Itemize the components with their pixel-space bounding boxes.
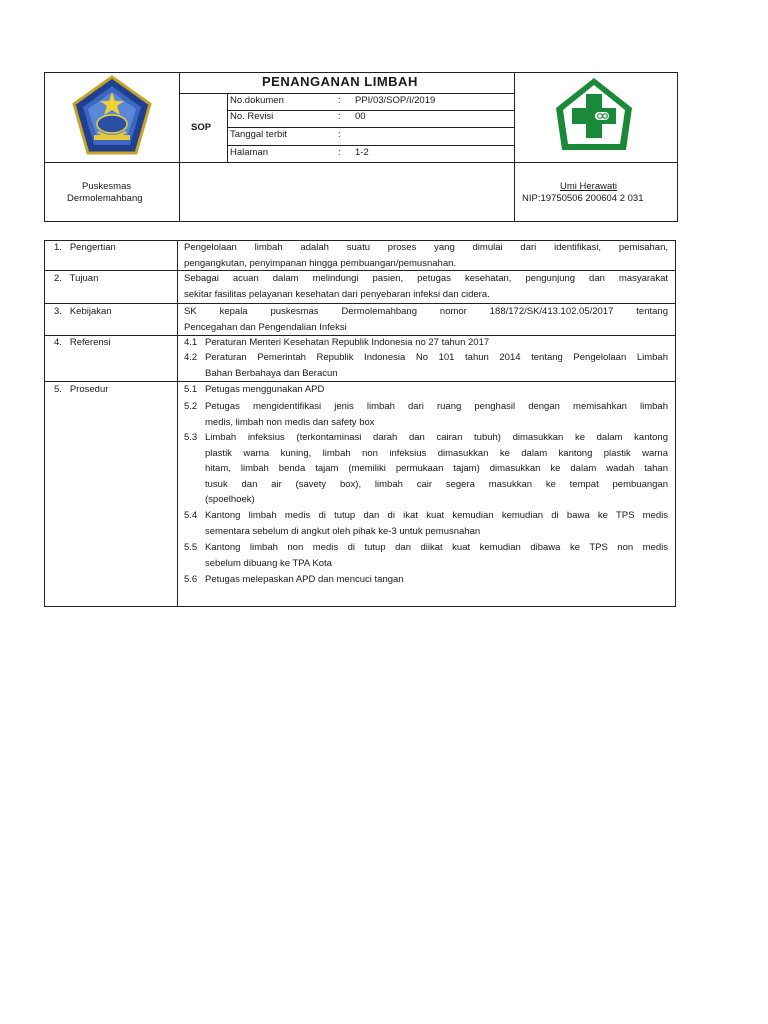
signer-name: Umi Herawati (560, 181, 618, 192)
text-line: Kantong limbah medis di tutup dan di ikat kuat kemudian kemudian di bawa ke TPS medis (205, 510, 668, 521)
item-number: 5.5 (184, 542, 198, 553)
text-line: Kantong limbah non medis di tutup dan diikat kuat kemudian dibawa ke TPS non medis (205, 542, 668, 553)
text-line: Peraturan Menteri Kesehatan Republik Indonesia no 27 tahun 2017 (205, 337, 490, 348)
text-line: Pencegahan dan Pengendalian Infeksi (184, 321, 347, 333)
text-line: pengangkutan, penyimpanan hingga pembuangan/pemusnahan. (184, 257, 457, 269)
sop-label: SOP (191, 122, 212, 133)
item-number: 4.2 (184, 352, 198, 363)
text-line: sementara sebelum di angkut oleh pihak ke-3 untuk pemusnahan (205, 525, 481, 537)
organization-name-line2: Dermolemahbang (67, 193, 143, 204)
item-number: 5.3 (184, 432, 198, 443)
list-item (184, 399, 668, 430)
section-label-kebijakan: 3. Kebijakan (54, 306, 112, 317)
text-line: Peraturan Pemerintah Republik Indonesia No 101 tahun 2014 tentang Pengelolaan Limbah (205, 352, 668, 363)
section-text-kebijakan (184, 304, 668, 335)
meta-sep: : (338, 111, 341, 122)
list-item (184, 382, 668, 398)
text-line: Petugas menggunakan APD (205, 384, 325, 395)
list-item (184, 350, 668, 381)
meta-sep: : (338, 147, 341, 158)
meta-sep: : (338, 129, 341, 140)
text-line: Pengelolaan limbah adalah suatu proses yang dimulai dari identifikasi, pemisahan, (184, 242, 668, 253)
text-line: tusuk dan air (savety box), limbah cair segera masukkan ke tempat pembuangan (205, 478, 668, 490)
meta-value: PPI/03/SOP/I/2019 (355, 95, 436, 106)
item-number: 5.1 (184, 384, 198, 395)
list-item (184, 508, 668, 539)
list-item (184, 572, 668, 588)
section-text-pengertian (184, 240, 668, 271)
item-number: 5.6 (184, 574, 198, 585)
section-label-prosedur: 5. Prosedur (54, 384, 109, 395)
document-title: PENANGANAN LIMBAH (262, 74, 418, 89)
text-line: sebelum dibuang ke TPA Kota (205, 557, 332, 569)
meta-value: 00 (355, 111, 366, 122)
meta-label: Halaman (230, 147, 269, 158)
section-label-referensi: 4. Referensi (54, 337, 111, 348)
puskesmas-cross-icon (554, 76, 634, 152)
text-line: Petugas mengidentifikasi jenis limbah dari ruang penghasil dengan memisahkan limbah (205, 401, 668, 412)
text-line: (spoelhoek) (205, 494, 255, 505)
text-line: hitam, limbah benda tajam (memiliki permukaan tajam) dimasukkan ke dalam wadah tahan (205, 463, 668, 474)
text-line: medis, limbah non medis dan safety box (205, 416, 375, 428)
text-line: plastik warna kuning, limbah non infeksius dimasukkan ke dalam kantong plastik warna (205, 447, 668, 459)
text-line: Limbah infeksius (terkontaminasi darah dan cairan tubuh) dimasukkan ke dalam kantong (205, 432, 668, 443)
section-text-tujuan (184, 271, 668, 302)
regional-emblem-icon (70, 74, 154, 158)
list-item (184, 335, 668, 351)
list-item (184, 430, 668, 508)
text-line: sekitar fasilitas pelayanan kesehatan dari penyebaran infeksi dan cidera. (184, 288, 490, 300)
item-number: 4.1 (184, 337, 198, 348)
item-number: 5.4 (184, 510, 198, 521)
signer-nip: NIP:19750506 200604 2 031 (522, 193, 644, 204)
text-line: SK kepala puskesmas Dermolemahbang nomor 188/172/SK/413.102.05/2017 tentang (184, 306, 668, 317)
section-label-pengertian: 1. Pengertian (54, 242, 116, 253)
meta-label: No. Revisi (230, 111, 274, 122)
organization-name-line1: Puskesmas (82, 181, 132, 192)
meta-label: Tanggal terbit (230, 129, 288, 140)
meta-label: No.dokumen (230, 95, 284, 106)
list-item (184, 540, 668, 571)
item-number: 5.2 (184, 401, 198, 412)
section-label-tujuan: 2. Tujuan (54, 273, 99, 284)
meta-value: 1-2 (355, 147, 369, 158)
text-line: Bahan Berbahaya dan Beracun (205, 367, 338, 379)
meta-sep: : (338, 95, 341, 106)
text-line: Petugas melepaskan APD dan mencuci tangan (205, 574, 404, 585)
text-line: Sebagai acuan dalam melindungi pasien, petugas kesehatan, pengunjung dan masyarakat (184, 273, 668, 284)
